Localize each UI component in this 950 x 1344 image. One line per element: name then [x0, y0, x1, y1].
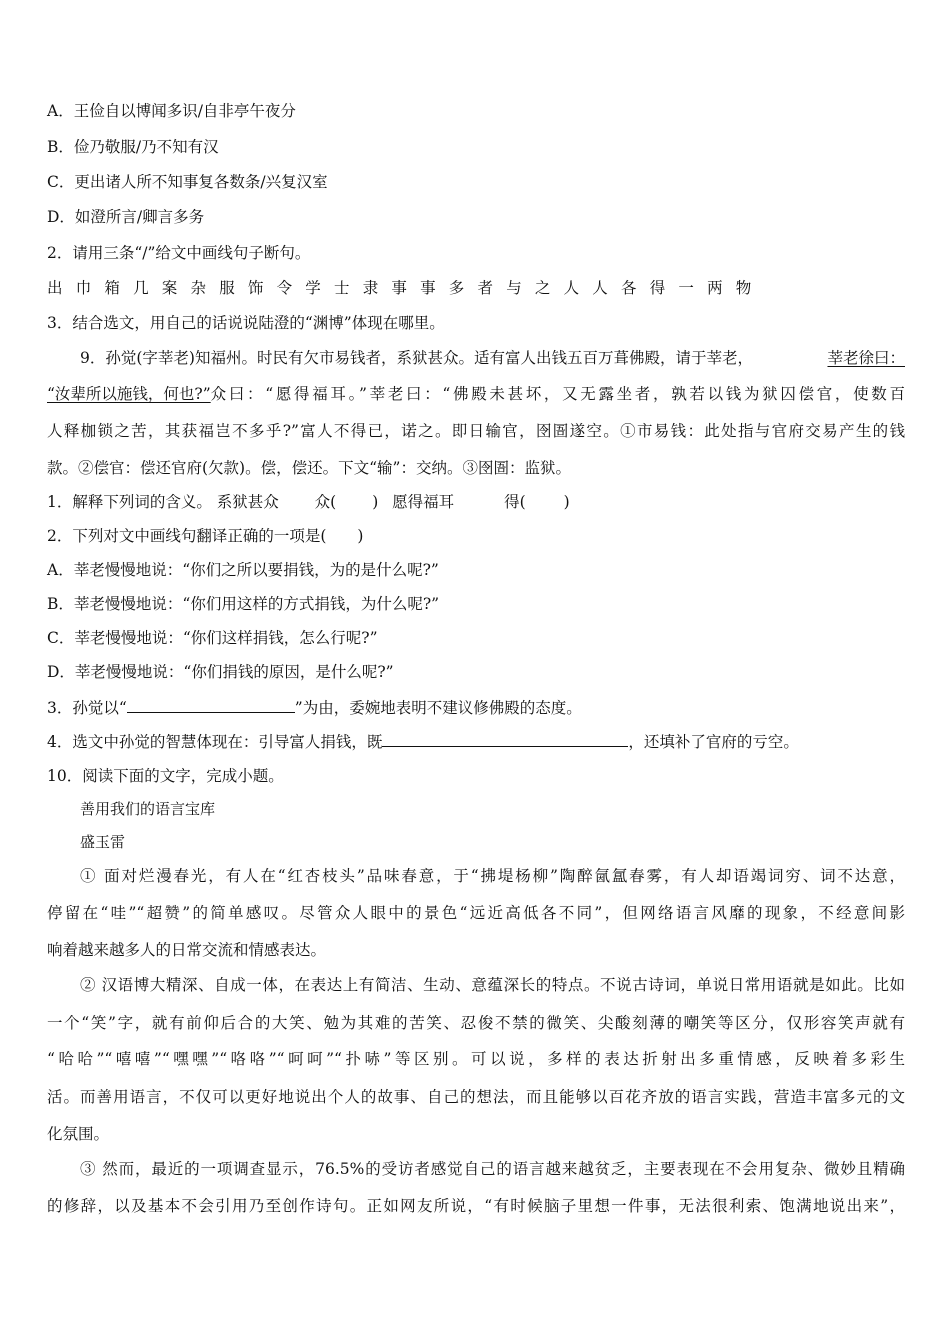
option-9-b: B．莘老慢慢地说：“你们用这样的方式捐钱，为什么呢?”: [47, 595, 440, 613]
passage-9-line-4: 款。②偿官：偿还官府(欠款)。偿，偿还。下文“输”：交纳。③囹圄：监狱。: [47, 459, 571, 477]
punctuation-sentence: 出巾箱几案杂服饰令学士隶事事多者与之人人各得一两物: [47, 279, 765, 297]
paragraph-1-line: 响着越来越多人的日常交流和情感表达。: [47, 941, 327, 959]
option-9-a: A．莘老慢慢地说：“你们之所以要捐钱，为的是什么呢?”: [47, 561, 439, 579]
question-3: 3．结合选文，用自己的话说说陆澄的“渊博”体现在哪里。: [47, 314, 445, 332]
paragraph-3-line: ③ 然而，最近的一项调查显示，76.5%的受访者感觉自己的语言越来越贫乏，主要表现在不会用复杂、微妙且精确: [80, 1160, 905, 1178]
answer-blank[interactable]: [127, 697, 295, 713]
question-9-4: 4．选文中孙觉的智慧体现在：引导富人捐钱，既 ，还填补了官府的亏空。: [47, 733, 799, 751]
passage-9-line-3: 人释枷锁之苦，其获福岂不多乎?”富人不得已，诺之。即日输官，囹圄遂空。①市易钱：此处指与官府交易产生的钱: [47, 422, 905, 440]
answer-blank[interactable]: [382, 731, 628, 747]
paragraph-2-line: ② 汉语博大精深、自成一体，在表达上有简洁、生动、意蕴深长的特点。不说古诗词，单说日常用语就是如此。比如: [80, 976, 905, 994]
option-d: D．如澄所言/卿言多务: [47, 208, 205, 226]
option-c: C．更出诸人所不知事复各数条/兴复汉室: [47, 173, 328, 191]
paragraph-1-line: ① 面对烂漫春光，有人在“红杏枝头”品味春意，于“拂堤杨柳”陶醉氤氲春雾，有人却语竭词穷、词不达意，: [80, 867, 905, 885]
option-9-d: D．莘老慢慢地说：“你们捐钱的原因，是什么呢?”: [47, 663, 394, 681]
underlined-sentence: “汝辈所以施钱，何也?”: [47, 385, 211, 403]
question-10: 10．阅读下面的文字，完成小题。: [47, 767, 284, 785]
paragraph-2-line: 一个“笑”字，就有前仰后合的大笑、勉为其难的苦笑、忍俊不禁的微笑、尖酸刻薄的嘲笑等区分，仅形容笑声就有: [47, 1014, 905, 1032]
passage-9-text: 众曰：“愿得福耳。”莘老曰：“佛殿未甚坏，又无露坐者，孰若以钱为狱囚偿官，使数百: [210, 385, 905, 403]
article-author: 盛玉雷: [80, 833, 126, 851]
question-2: 2．请用三条“/”给文中画线句子断句。: [47, 244, 311, 262]
paragraph-2-line: 化氛围。: [47, 1125, 110, 1143]
paragraph-1-line: 停留在“哇”“超赞”的简单感叹。尽管众人眼中的景色“远近高低各不同”，但网络语言风靡的现象，不经意间影: [47, 904, 905, 922]
question-9-2: 2．下列对文中画线句翻译正确的一项是( ): [47, 527, 364, 545]
question-9-3: 3．孙觉以“ ”为由，委婉地表明不建议修佛殿的态度。: [47, 699, 582, 717]
paragraph-2-line: “哈哈”“嘻嘻”“嘿嘿”“咯咯”“呵呵”“扑哧”等区别。可以说，多样的表达折射出多重情感，反映着多彩生: [47, 1050, 905, 1068]
underlined-sentence: 莘老徐曰：: [827, 349, 905, 367]
option-b: B．俭乃敬服/乃不知有汉: [47, 138, 219, 156]
passage-9-text: 9．孙觉(字莘老)知福州。时民有欠市易钱者，系狱甚众。适有富人出钱五百万葺佛殿，请于莘老，: [80, 349, 753, 367]
passage-9-line-1: [80, 348, 905, 368]
option-9-c: C．莘老慢慢地说：“你们这样捐钱，怎么行呢?”: [47, 629, 378, 647]
paragraph-3-line: 的修辞，以及基本不会引用乃至创作诗句。正如网友所说，“有时候脑子里想一件事，无法很利索、饱满地说出来”，: [47, 1197, 905, 1215]
passage-9-line-2: [47, 384, 905, 404]
paragraph-2-line: 活。而善用语言，不仅可以更好地说出个人的故事、自己的想法，而且能够以百花齐放的语言实践，营造丰富多元的文: [47, 1088, 905, 1106]
article-title: 善用我们的语言宝库: [80, 800, 216, 818]
option-a: A．王俭自以博闻多识/自非亭午夜分: [47, 102, 296, 120]
question-9-1: 1．解释下列词的含义。 系狱甚众 众( ) 愿得福耳 得( ): [47, 493, 570, 511]
